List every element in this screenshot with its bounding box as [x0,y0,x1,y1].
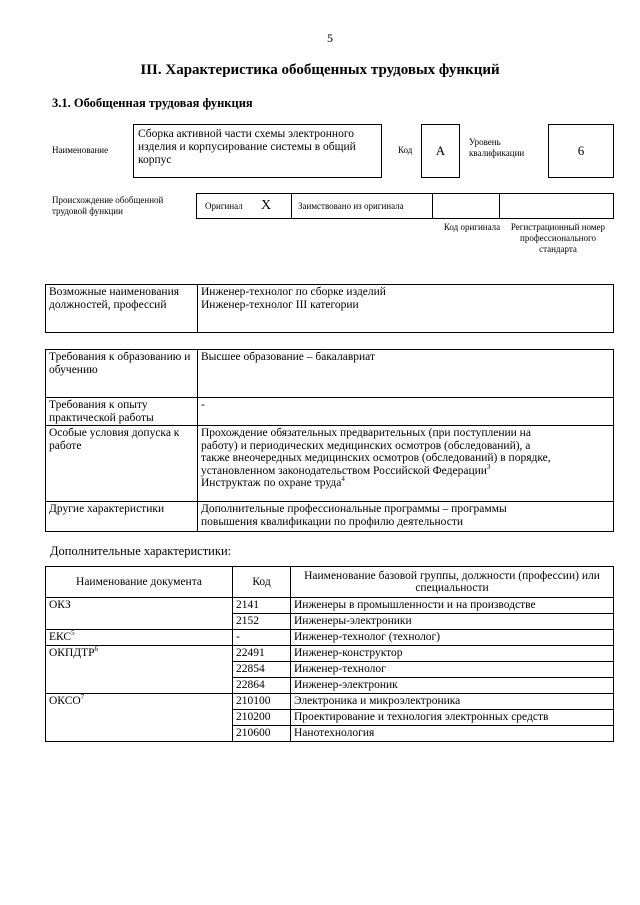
name-cell: Инженер-технолог (технолог) [291,630,614,646]
req-line: Дополнительные профессиональные программы – программы [201,503,507,515]
code-cell: 2141 [233,598,291,614]
positions-label: Возможные наименования должностей, профессий [46,285,198,333]
req-line: работу) и периодических медицинских осмотров (обследований), а [201,439,531,452]
borrowed-label: Заимствовано из оригинала [298,201,404,211]
req-line: повышения квалификации по профилю деятельности [201,515,463,528]
name-label: Наименование [52,145,109,155]
requirements-table [45,349,614,532]
name-cell: Инженеры в промышленности и на производстве [291,598,614,614]
name-cell: Электроника и микроэлектроника [291,694,614,710]
name-cell: Проектирование и технология электронных средств [291,710,614,726]
req-value [198,502,614,532]
column-header: Код [233,567,291,598]
name-cell: Инженер-технолог [291,662,614,678]
requirements-row [46,350,614,398]
footnote-ref: 3 [486,462,491,471]
function-name-value: Сборка активной части схемы электронного изделия и корпусирование системы в общий корпус [138,128,356,166]
footnote-ref: 5 [71,629,75,638]
code-cell: 2152 [233,614,291,630]
footnote-ref: 4 [341,475,345,484]
table-row [46,598,614,614]
req-line: Инструктаж по охране труда$^4$ [201,475,345,489]
reg-number-caption: Регистрационный номер профессионального стандарта [510,222,606,254]
code-value-box [421,124,460,178]
section-title: III. Характеристика обобщенных трудовых функций [140,62,500,78]
name-cell: Инженер-электроник [291,678,614,694]
original-label: Оригинал [205,201,243,211]
req-value [198,426,614,502]
origin-row [196,193,614,219]
table-row [46,646,614,662]
code-cell: - [233,630,291,646]
position-line: Инженер-технолог III категории [201,298,359,311]
level-label: Уровень квалификации [469,137,525,158]
requirements-row [46,398,614,426]
req-line: Прохождение обязательных предварительных (при поступлении на [201,427,531,439]
req-label: Другие характеристики [46,502,198,532]
table-header-row [46,567,614,598]
code-cell: 22491 [233,646,291,662]
name-cell: Нанотехнология [291,726,614,742]
table-row [46,630,614,646]
code-cell: 22854 [233,662,291,678]
req-value: - [198,398,614,426]
code-label: Код [398,145,413,155]
page-number: 5 [327,31,333,45]
column-header: Наименование базовой группы, должности (профессии) или специальности [291,567,614,598]
additional-table [45,566,614,742]
req-line: установленном законодательством Российской Федерации$^3$ [201,462,491,477]
req-line: также внеочередных медицинских осмотров (обследований) в порядке, [201,452,551,464]
origin-label: Происхождение обобщенной трудовой функции [52,195,164,216]
code-cell: 210100 [233,694,291,710]
column-header: Наименование документа [46,567,233,598]
name-cell: Инженер-конструктор [291,646,614,662]
positions-table [45,284,614,333]
req-value: Высшее образование – бакалавриат [198,350,614,398]
footnote-ref: 7 [80,693,85,702]
subsection-title: 3.1. Обобщенная трудовая функция [52,96,253,110]
req-label: Требования к опыту практической работы [46,398,198,426]
req-label: Особые условия допуска к работе [46,426,198,502]
original-mark: X [261,198,272,213]
positions-value [198,285,614,333]
level-value-box [548,124,614,178]
req-label: Требования к образованию и обучению [46,350,198,398]
doc-cell: ОКПДТР$^6$ [46,646,233,694]
requirements-row [46,502,614,532]
requirements-row [46,426,614,502]
table-row [46,694,614,710]
code-cell: 210600 [233,726,291,742]
doc-cell: ЕКС$^5$ [46,630,233,646]
name-cell: Инженеры-электроники [291,614,614,630]
position-line: Инженер-технолог по сборке изделий [201,286,386,298]
doc-cell: ОКСО$^7$ [46,694,233,742]
level-value: 6 [577,143,585,158]
positions-row [46,285,614,333]
function-name-box [133,124,382,178]
footnote-ref: 6 [94,645,99,654]
code-cell: 22864 [233,678,291,694]
doc-cell: ОКЗ [46,598,233,630]
additional-title: Дополнительные характеристики: [50,544,232,558]
code-value: A [435,143,446,158]
code-cell: 210200 [233,710,291,726]
original-code-caption: Код оригинала [443,222,501,232]
